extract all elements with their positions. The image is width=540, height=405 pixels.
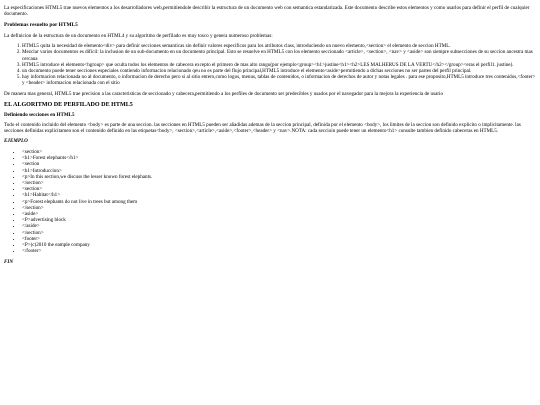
code-line: • <h1>Habitat</h1> (22, 192, 536, 198)
code-line: • <section> (22, 149, 536, 155)
problems-list-item: 3. HTML5 introduce el elemento<hgroup> que oculta todos los elementos de cabecera excepto el primero de mas alto rango(por ejemplo<group><h1>justine<h1><h2>LES MALHERUS DE LA VERTU</h2></group><eras el perfil1. justine). (22, 62, 536, 68)
algorithm-subheading: Definiendo secciones en HTML5 (4, 111, 75, 118)
code-line: • </section> (22, 205, 536, 211)
problems-list (4, 43, 536, 86)
intro-paragraph: La especificaciones HTML5 trae nuevos elementos a los desarrolladores web,permitiendole describir la estructura de un documento web con semantica estandarizada. Este documento describe estos elementos y como usarlos para definir el perfil de cualquier documento. (4, 5, 530, 18)
code-line: • <footer> (22, 236, 536, 242)
end-label: FIN (4, 259, 14, 266)
problems-list-item: 4. un documento puede tener secciones especiales contiendo informacion relacionado qeu no es parte del flujo principal,HTML5 introduce el elemento<aside>permitiendo a dichas secciones no ser partes del perfil principal. (22, 68, 536, 74)
code-line: • <section> (22, 186, 536, 192)
code-line: • <h1>Introduccion> (22, 168, 536, 174)
code-line: • </section> (22, 230, 536, 236)
code-line: • <P>(c)2010 the eample company (22, 242, 536, 248)
problems-list-item: 2. Mezclar varios documentos es dificil: la inclusion de un sub-documento en un documento principal. Esto se resuelve en HTML5 con los elemento seccionado <article>, <section>, <nav> y <aside> son siempre subsecciones de su seccion ancestra mas cercana (22, 49, 536, 61)
problems-lead: La definicion de la estructura de un documento en HTML4 y su algoritmo de perfilado es muy tosco y genera numeroso problemas: (4, 32, 273, 39)
code-line: • <P>advertising block (22, 217, 536, 223)
code-line: • </aside> (22, 223, 536, 229)
code-line: • </section> (22, 180, 536, 186)
code-line: • </footer> (22, 248, 536, 254)
code-line: • <h1>Forest elephants</h1> (22, 155, 536, 161)
problems-list-item: 5. hay informacion relacionada no al documento, o informacion de derecho pero si al sitio entero,como logos, menus, tablas de contenidos, o informacion de derechos de autor y notas legales . para ese proposito,HTML5 introduce tres contenidos,<footer> y <header> informacion relacionada con el sitio (22, 74, 536, 86)
example-heading: EJEMPLO (4, 138, 28, 145)
example-code-list (4, 149, 536, 254)
algorithm-heading: EL ALGORITMO DE PERFILADO DE HTML5 (4, 101, 133, 108)
code-line: • <aside> (22, 211, 536, 217)
problems-list-item: 1. HTML5 quita la necesidad de elemento<div> para definir secciones semanticas sin definir valores especificos para los atributos class, introduciendo un nuevo elemento,<section> el elemento de seccion HTML. (22, 43, 536, 49)
code-line: • <p>Forest elephants do not live in trees but among them (22, 199, 536, 205)
problems-conclusion: De manera mas general, HTML5 trae precision a las caracteristicas de seccionado y cabecera,permitiendo a los perfiles de documento ser predecibles y usados por el navegador para la mejora la experiencia de usario (4, 91, 443, 97)
problems-heading: Problemas resuelto por HTML5 (4, 21, 78, 28)
code-line: • <p>In this section,we discuss the lesser known forest elephants. (22, 174, 536, 180)
code-line: • <section (22, 161, 536, 167)
algorithm-body: Todo el contenido incluido del elemento <body> es parte de una seccion. las secciones en HTML5 pueden ser añadidas ademas de la seccion principal, definida por el elemento <body>, los limites de la seccion son definido explicito o implicitamente. las secciones definidas explicitamen son el contenido definido en las etiquetas<body>, <section>,<article>,<aside>,<footer>,<header> y <nav>.NOTA: cada seccioin puede tener un elemento<h1> consulte tambien definido cabeceras en HTML5. (4, 121, 521, 134)
